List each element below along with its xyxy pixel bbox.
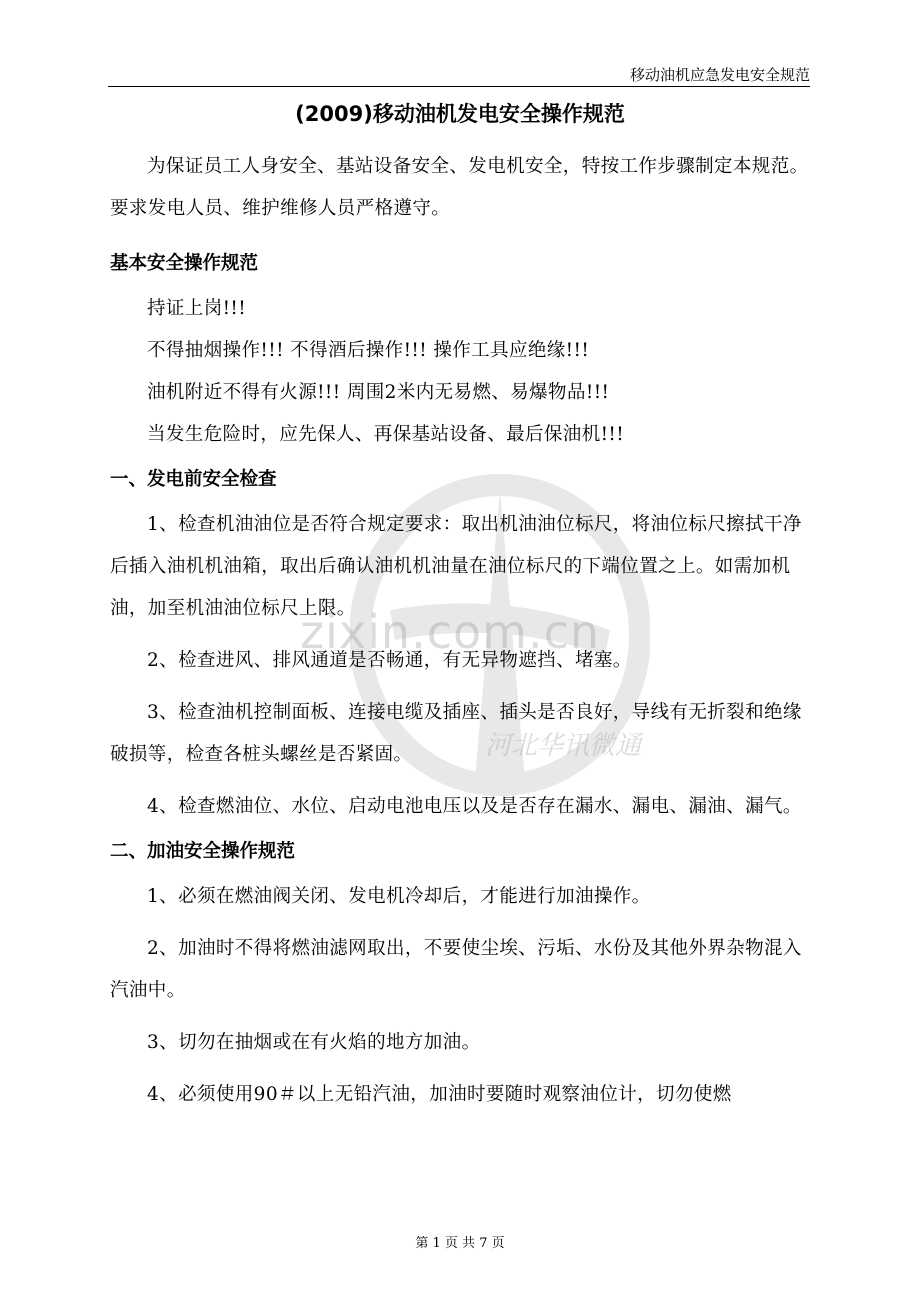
document-body — [110, 146, 812, 1116]
section1-item: 1、检查机油油位是否符合规定要求：取出机油油位标尺，将油位标尺擦拭干净后插入油机机油箱，取出后确认油机机油量在油位标尺的下端位置之上。如需加机油，加至机油油位标尺上限。 — [110, 514, 802, 619]
section1-heading: 一、发电前安全检查 — [110, 469, 277, 490]
running-header: 移动油机应急发电安全规范 — [629, 66, 810, 84]
section2-item: 4、必须使用90＃以上无铅汽油，加油时要随时观察油位计，切勿使燃 — [147, 1084, 732, 1105]
header-rule — [108, 86, 810, 87]
section2-item: 2、加油时不得将燃油滤网取出，不要使尘埃、污垢、水份及其他外界杂物混入汽油中。 — [110, 938, 802, 1001]
section2-heading: 二、加油安全操作规范 — [110, 841, 296, 862]
watermark-subtext: 河北华讯微通 — [485, 731, 642, 761]
basic-item: 油机附近不得有火源!!! 周围2米内无易燃、易爆物品!!! — [147, 382, 610, 403]
section1-item: 3、检查油机控制面板、连接电缆及插座、插头是否良好，导线有无折裂和绝缘破损等，检查各桩头螺丝是否紧固。 — [110, 702, 802, 765]
basic-item: 当发生危险时，应先保人、再保基站设备、最后保油机!!! — [147, 424, 625, 445]
section2-item: 3、切勿在抽烟或在有火焰的地方加油。 — [147, 1032, 481, 1053]
basic-heading: 基本安全操作规范 — [110, 253, 259, 274]
basic-item: 持证上岗!!! — [147, 298, 247, 319]
intro-paragraph: 为保证员工人身安全、基站设备安全、发电机安全，特按工作步骤制定本规范。要求发电人员、维护维修人员严格遵守。 — [110, 156, 809, 219]
section2-item: 1、必须在燃油阀关闭、发电机冷却后，才能进行加油操作。 — [147, 886, 651, 907]
section1-item: 2、检查进风、排风通道是否畅通，有无异物遮挡、堵塞。 — [147, 650, 632, 671]
page-title: (2009)移动油机发电安全操作规范 — [295, 102, 625, 126]
section1-item: 4、检查燃油位、水位、启动电池电压以及是否存在漏水、漏电、漏油、漏气。 — [147, 796, 802, 817]
page-footer: 第 1 页 共 7 页 — [415, 1236, 505, 1251]
basic-item: 不得抽烟操作!!! 不得酒后操作!!! 操作工具应绝缘!!! — [147, 340, 590, 361]
watermark-text: zixin.com.cn — [300, 605, 601, 659]
